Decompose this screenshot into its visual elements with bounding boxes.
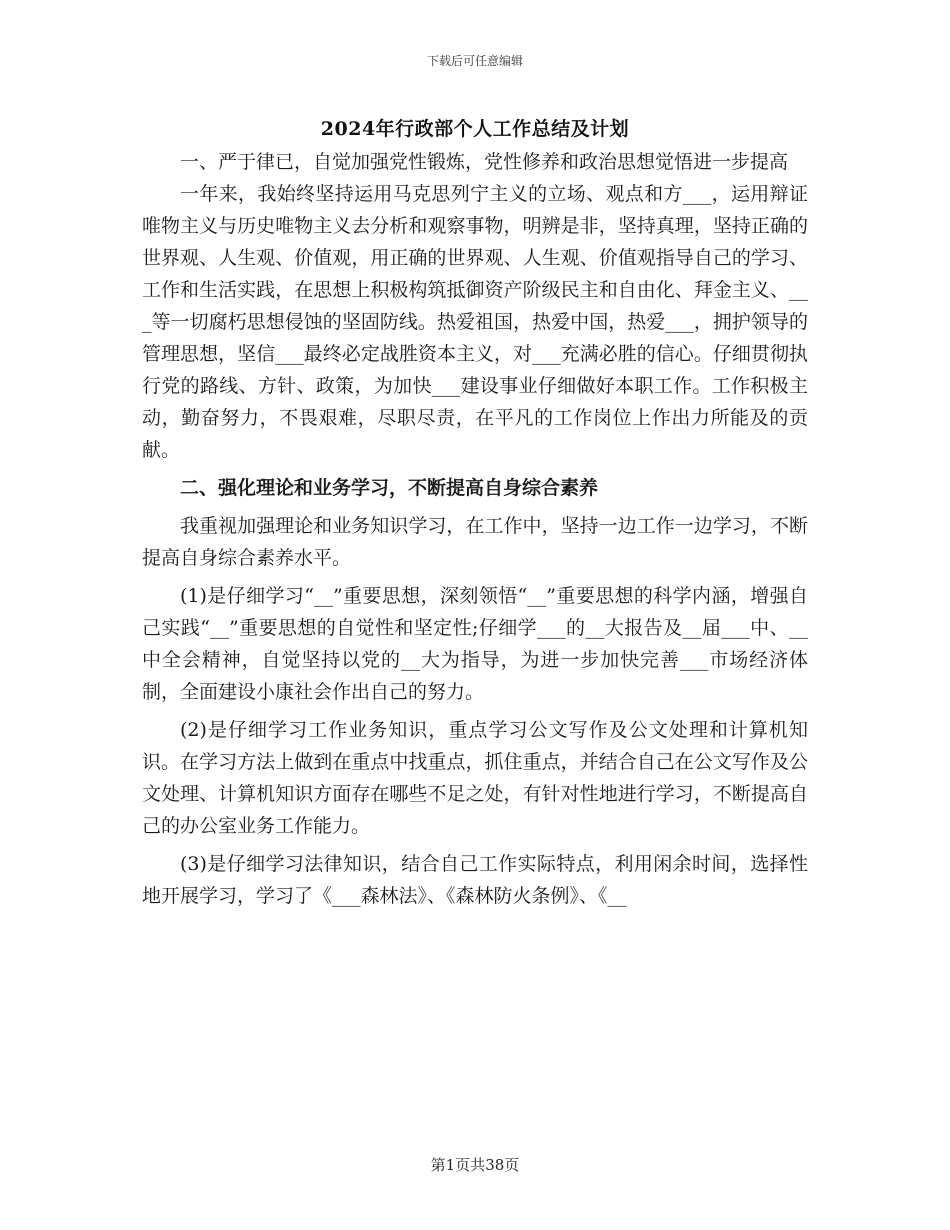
- paragraph-item-2: (2)是仔细学习工作业务知识，重点学习公文写作及公文处理和计算机知识。在学习方法上做到在重点中找重点，抓住重点，并结合自己在公文写作及公文处理、计算机知识方面存在哪些不足之处，有针对性地进行学习，不断提高自己的办公室业务工作能力。: [142, 719, 808, 837]
- paragraph: 一年来，我始终坚持运用马克思列宁主义的立场、观点和方___，运用辩证唯物主义与历史唯物主义去分析和观察事物，明辨是非，坚持真理，坚持正确的世界观、人生观、价值观，用正确的世界观、人生观、价值观指导自己的学习、工作和生活实践，在思想上积极构筑抵御资产阶级民主和自由化、拜金主义、___等一切腐朽思想侵蚀的坚固防线。热爱祖国，热爱中国，热爱___，拥护领导的管理思想，坚信___最终必定战胜资本主义，对___充满必胜的信心。仔细贯彻执行党的路线、方针、政策，为加快___建设事业仔细做好本职工作。工作积极主动，勤奋努力，不畏艰难，尽职尽责，在平凡的工作岗位上作出力所能及的贡献。: [142, 183, 808, 461]
- document-title: 2024年行政部个人工作总结及计划: [320, 118, 630, 140]
- document-body: [142, 146, 808, 912]
- page-footer: 第1页共38页: [430, 1156, 520, 1174]
- section-heading-1: 一、严于律已，自觉加强党性锻炼，党性修养和政治思想觉悟进一步提高: [180, 151, 789, 173]
- header-note: 下载后可任意编辑: [426, 54, 523, 68]
- paragraph-item-3: (3)是仔细学习法律知识，结合自己工作实际特点，利用闲余时间，选择性地开展学习，学习了《___森林法》、《森林防火条例》、《__: [142, 853, 808, 907]
- paragraph-item-1: (1)是仔细学习“__”重要思想，深刻领悟“__”重要思想的科学内涵，增强自己实践“__”重要思想的自觉性和坚定性;仔细学___的__大报告及__届___中、__中全会精神，自觉坚持以党的__大为指导，为进一步加快完善___市场经济体制，全面建设小康社会作出自己的努力。: [142, 585, 808, 703]
- section-heading-2: 二、强化理论和业务学习，不断提高自身综合素养: [180, 477, 599, 499]
- paragraph: 我重视加强理论和业务知识学习，在工作中，坚持一边工作一边学习，不断提高自身综合素养水平。: [142, 515, 808, 569]
